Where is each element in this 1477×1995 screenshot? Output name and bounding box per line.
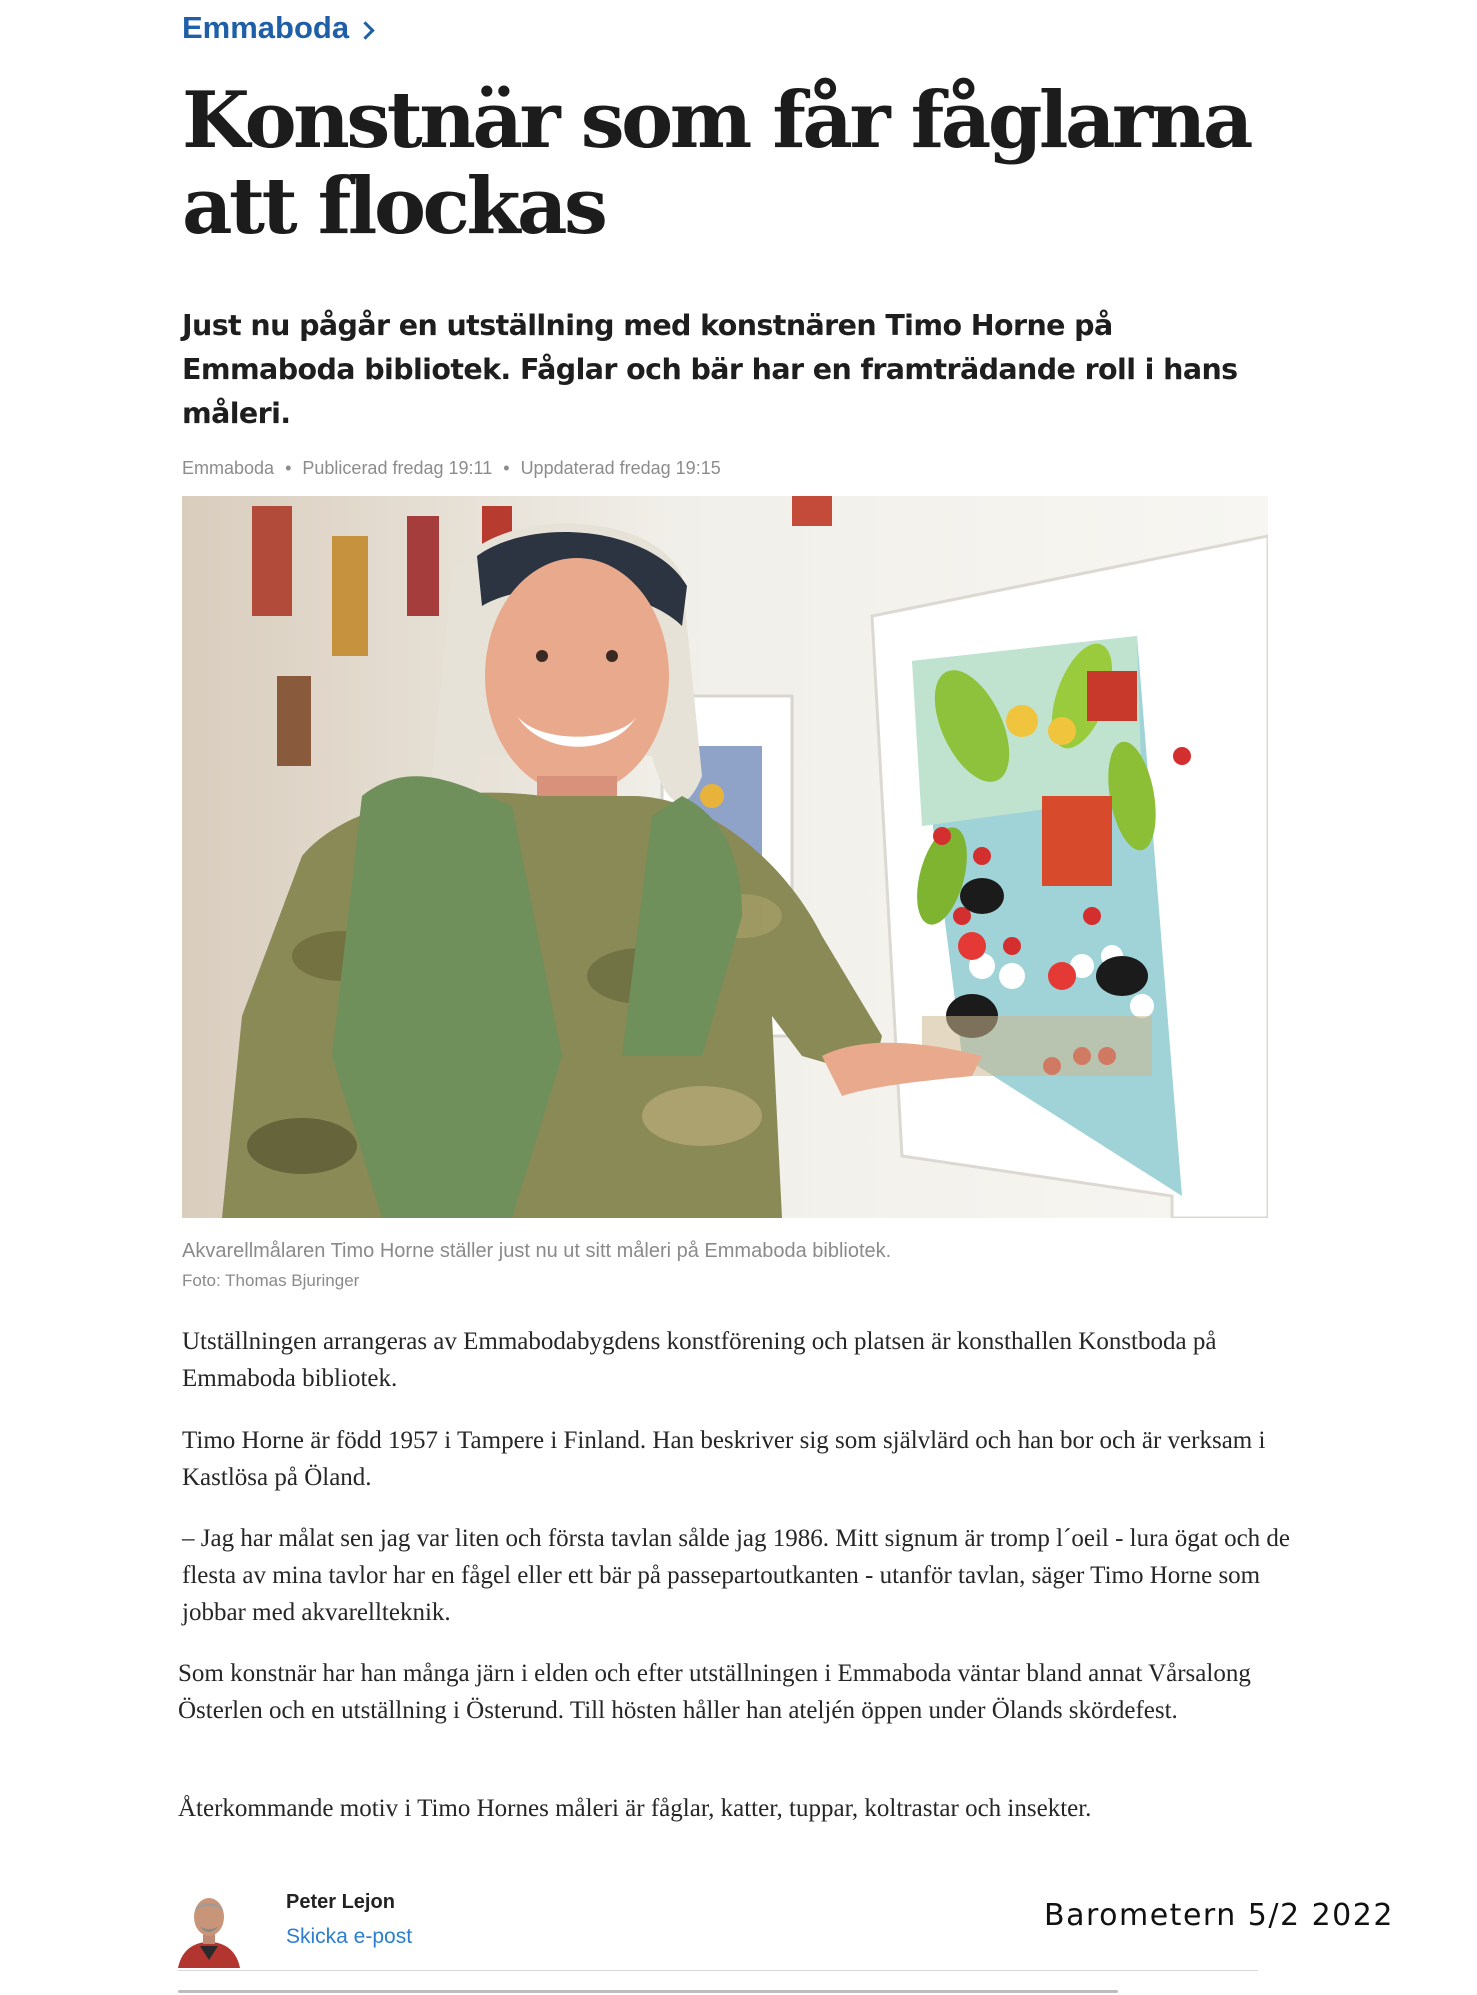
author-avatar[interactable] [178,1890,240,1968]
author-portrait [178,1890,240,1968]
body-paragraph: – Jag har målat sen jag var liten och första tavlan sålde jag 1986. Mitt signum är tromp l´oeil - lura ögat och de flesta av mina tavlor har en fågel eller ett bär på passepartoutkanten - utanför tavlan, säger Timo Horne som jobbar med akvarellteknik. [182,1525,1291,1626]
article-meta [182,458,721,479]
article-lead: Just nu pågår en utställning med konstnären Timo Horne på Emmaboda bibliotek. Fåglar och bär har en framträdande roll i hans måleri. [182,309,1238,430]
meta-separator: • [503,458,510,478]
author-email-link[interactable]: Skicka e-post [286,1925,413,1948]
meta-published: Publicerad fredag 19:11 [302,458,493,478]
body-paragraph: Som konstnär har han många järn i elden och efter utställningen i Emmaboda väntar bland annat Vårsalong Österlen och en utställning i Österund. Till hösten håller han ateljén öppen under Ölands skördefest. [178,1660,1251,1724]
body-paragraph: Återkommande motiv i Timo Hornes måleri är fåglar, katter, tuppar, koltrastar och insekter. [178,1795,1092,1822]
author-name[interactable]: Peter Lejon [286,1891,395,1913]
article-photo[interactable] [182,496,1268,1218]
author-divider [178,1970,1258,1971]
photo-credit: Foto: Thomas Bjuringer [182,1271,360,1290]
body-paragraph: Timo Horne är född 1957 i Tampere i Finland. Han beskriver sig som självlärd och han bor och är verksam i Kastlösa på Öland. [182,1427,1266,1491]
section-link[interactable] [182,10,372,46]
meta-separator: • [285,458,292,478]
meta-location: Emmaboda [182,458,275,478]
source-note: Barometern 5/2 2022 [1044,1898,1394,1933]
artist-photo-illustration [182,496,1268,1218]
body-paragraph: Utställningen arrangeras av Emmabodabygdens konstförening och platsen är konsthallen Konstboda på Emmaboda bibliotek. [182,1328,1217,1392]
framed-watercolor [872,536,1268,1218]
article-headline: Konstnär som får fåglarna att flockas [182,75,1250,252]
section-label: Emmaboda [182,10,350,45]
cutoff-text-line [178,1984,1258,1995]
photo-caption: Akvarellmålaren Timo Horne ställer just nu ut sitt måleri på Emmaboda bibliotek. [182,1240,892,1262]
chevron-right-icon [356,21,374,39]
meta-updated: Uppdaterad fredag 19:15 [520,458,721,478]
